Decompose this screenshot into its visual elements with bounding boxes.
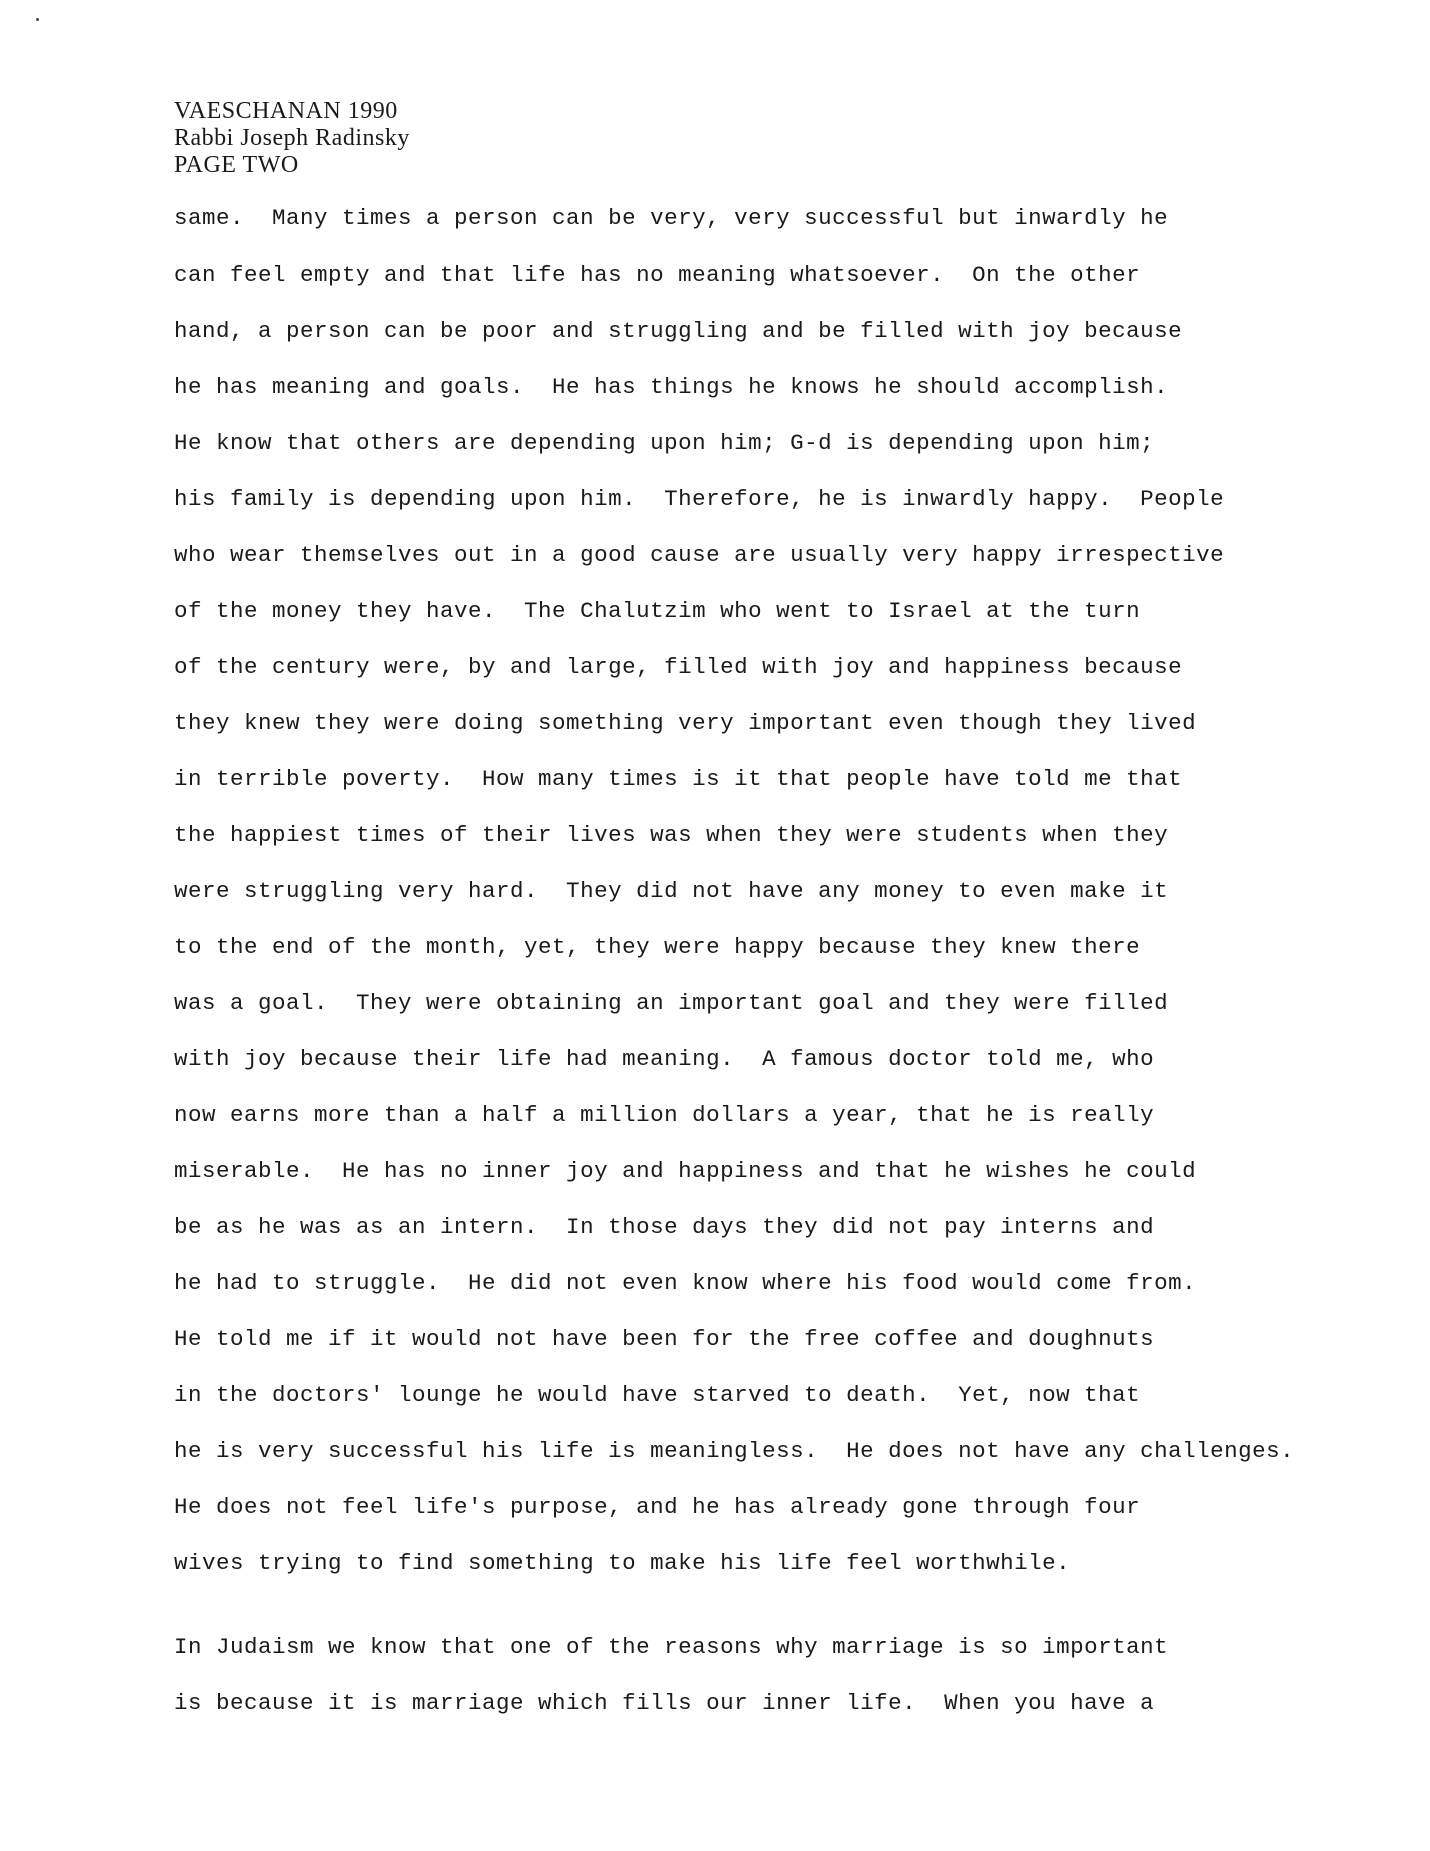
body-line: the happiest times of their lives was when they were students when they: [174, 822, 1169, 848]
body-line: He told me if it would not have been for the free coffee and doughnuts: [174, 1326, 1155, 1352]
header-author: Rabbi Joseph Radinsky: [174, 125, 410, 151]
scan-speck: [36, 18, 39, 21]
body-line: In Judaism we know that one of the reasons why marriage is so important: [174, 1634, 1169, 1660]
body-line: can feel empty and that life has no meaning whatsoever. On the other: [174, 262, 1141, 288]
body-line: in the doctors' lounge he would have starved to death. Yet, now that: [174, 1382, 1141, 1408]
body-line: who wear themselves out in a good cause are usually very happy irrespective: [174, 542, 1225, 568]
body-line: same. Many times a person can be very, very successful but inwardly he: [174, 205, 1169, 231]
body-line: miserable. He has no inner joy and happiness and that he wishes he could: [174, 1158, 1197, 1184]
body-line: be as he was as an intern. In those days they did not pay interns and: [174, 1214, 1155, 1240]
body-line: they knew they were doing something very important even though they lived: [174, 710, 1197, 736]
body-line: to the end of the month, yet, they were happy because they knew there: [174, 934, 1141, 960]
header-page-number: PAGE TWO: [174, 152, 299, 178]
body-line: hand, a person can be poor and struggling and be filled with joy because: [174, 318, 1183, 344]
body-line: He does not feel life's purpose, and he has already gone through four: [174, 1494, 1141, 1520]
body-line: he has meaning and goals. He has things he knows he should accomplish.: [174, 374, 1169, 400]
body-line: he is very successful his life is meaningless. He does not have any challenges.: [174, 1438, 1295, 1464]
body-line: of the money they have. The Chalutzim who went to Israel at the turn: [174, 598, 1141, 624]
document-header: [174, 98, 410, 179]
body-line: was a goal. They were obtaining an important goal and they were filled: [174, 990, 1169, 1016]
body-line: is because it is marriage which fills our inner life. When you have a: [174, 1690, 1155, 1716]
header-title: VAESCHANAN 1990: [174, 98, 398, 124]
body-line: he had to struggle. He did not even know where his food would come from.: [174, 1270, 1197, 1296]
body-line: wives trying to find something to make his life feel worthwhile.: [174, 1550, 1071, 1576]
body-line: in terrible poverty. How many times is it that people have told me that: [174, 766, 1183, 792]
body-line: of the century were, by and large, filled with joy and happiness because: [174, 654, 1183, 680]
body-line: his family is depending upon him. Therefore, he is inwardly happy. People: [174, 486, 1225, 512]
body-line: with joy because their life had meaning. A famous doctor told me, who: [174, 1046, 1155, 1072]
body-line: were struggling very hard. They did not have any money to even make it: [174, 878, 1169, 904]
body-line: now earns more than a half a million dollars a year, that he is really: [174, 1102, 1155, 1128]
body-line: He know that others are depending upon him; G-d is depending upon him;: [174, 430, 1155, 456]
